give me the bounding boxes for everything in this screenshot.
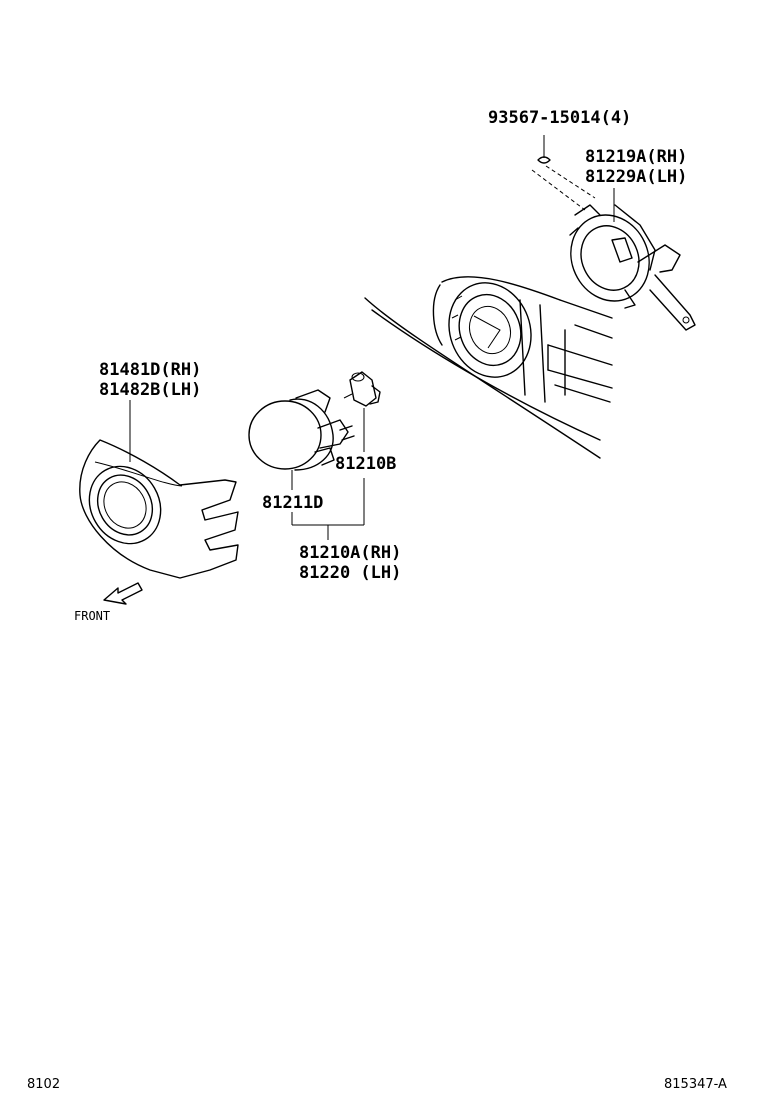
page-code: 8102 <box>27 1077 61 1092</box>
part-label-bracket-lh: 81229A(LH) <box>585 167 688 187</box>
bracket-drawing <box>557 188 695 330</box>
part-label-bezel-rh: 81481D(RH) <box>99 360 202 380</box>
part-label-bezel-lh: 81482B(LH) <box>99 380 202 400</box>
part-label-lamp-assy-rh: 81210A(RH) <box>299 543 402 563</box>
bezel-drawing <box>76 400 238 578</box>
part-label-lamp-assy-lh: 81220 (LH) <box>299 563 402 583</box>
front-arrow-icon <box>104 583 142 604</box>
front-direction-label: FRONT <box>74 609 111 623</box>
front-bumper-drawing <box>365 271 612 458</box>
part-label-bulb: 81210B <box>335 454 397 474</box>
part-label-bolt: 93567-15014(4) <box>488 108 632 128</box>
part-label-bracket-rh: 81219A(RH) <box>585 147 688 167</box>
figure-code: 815347-A <box>664 1077 727 1092</box>
part-label-lamp-unit: 81211D <box>262 493 324 513</box>
